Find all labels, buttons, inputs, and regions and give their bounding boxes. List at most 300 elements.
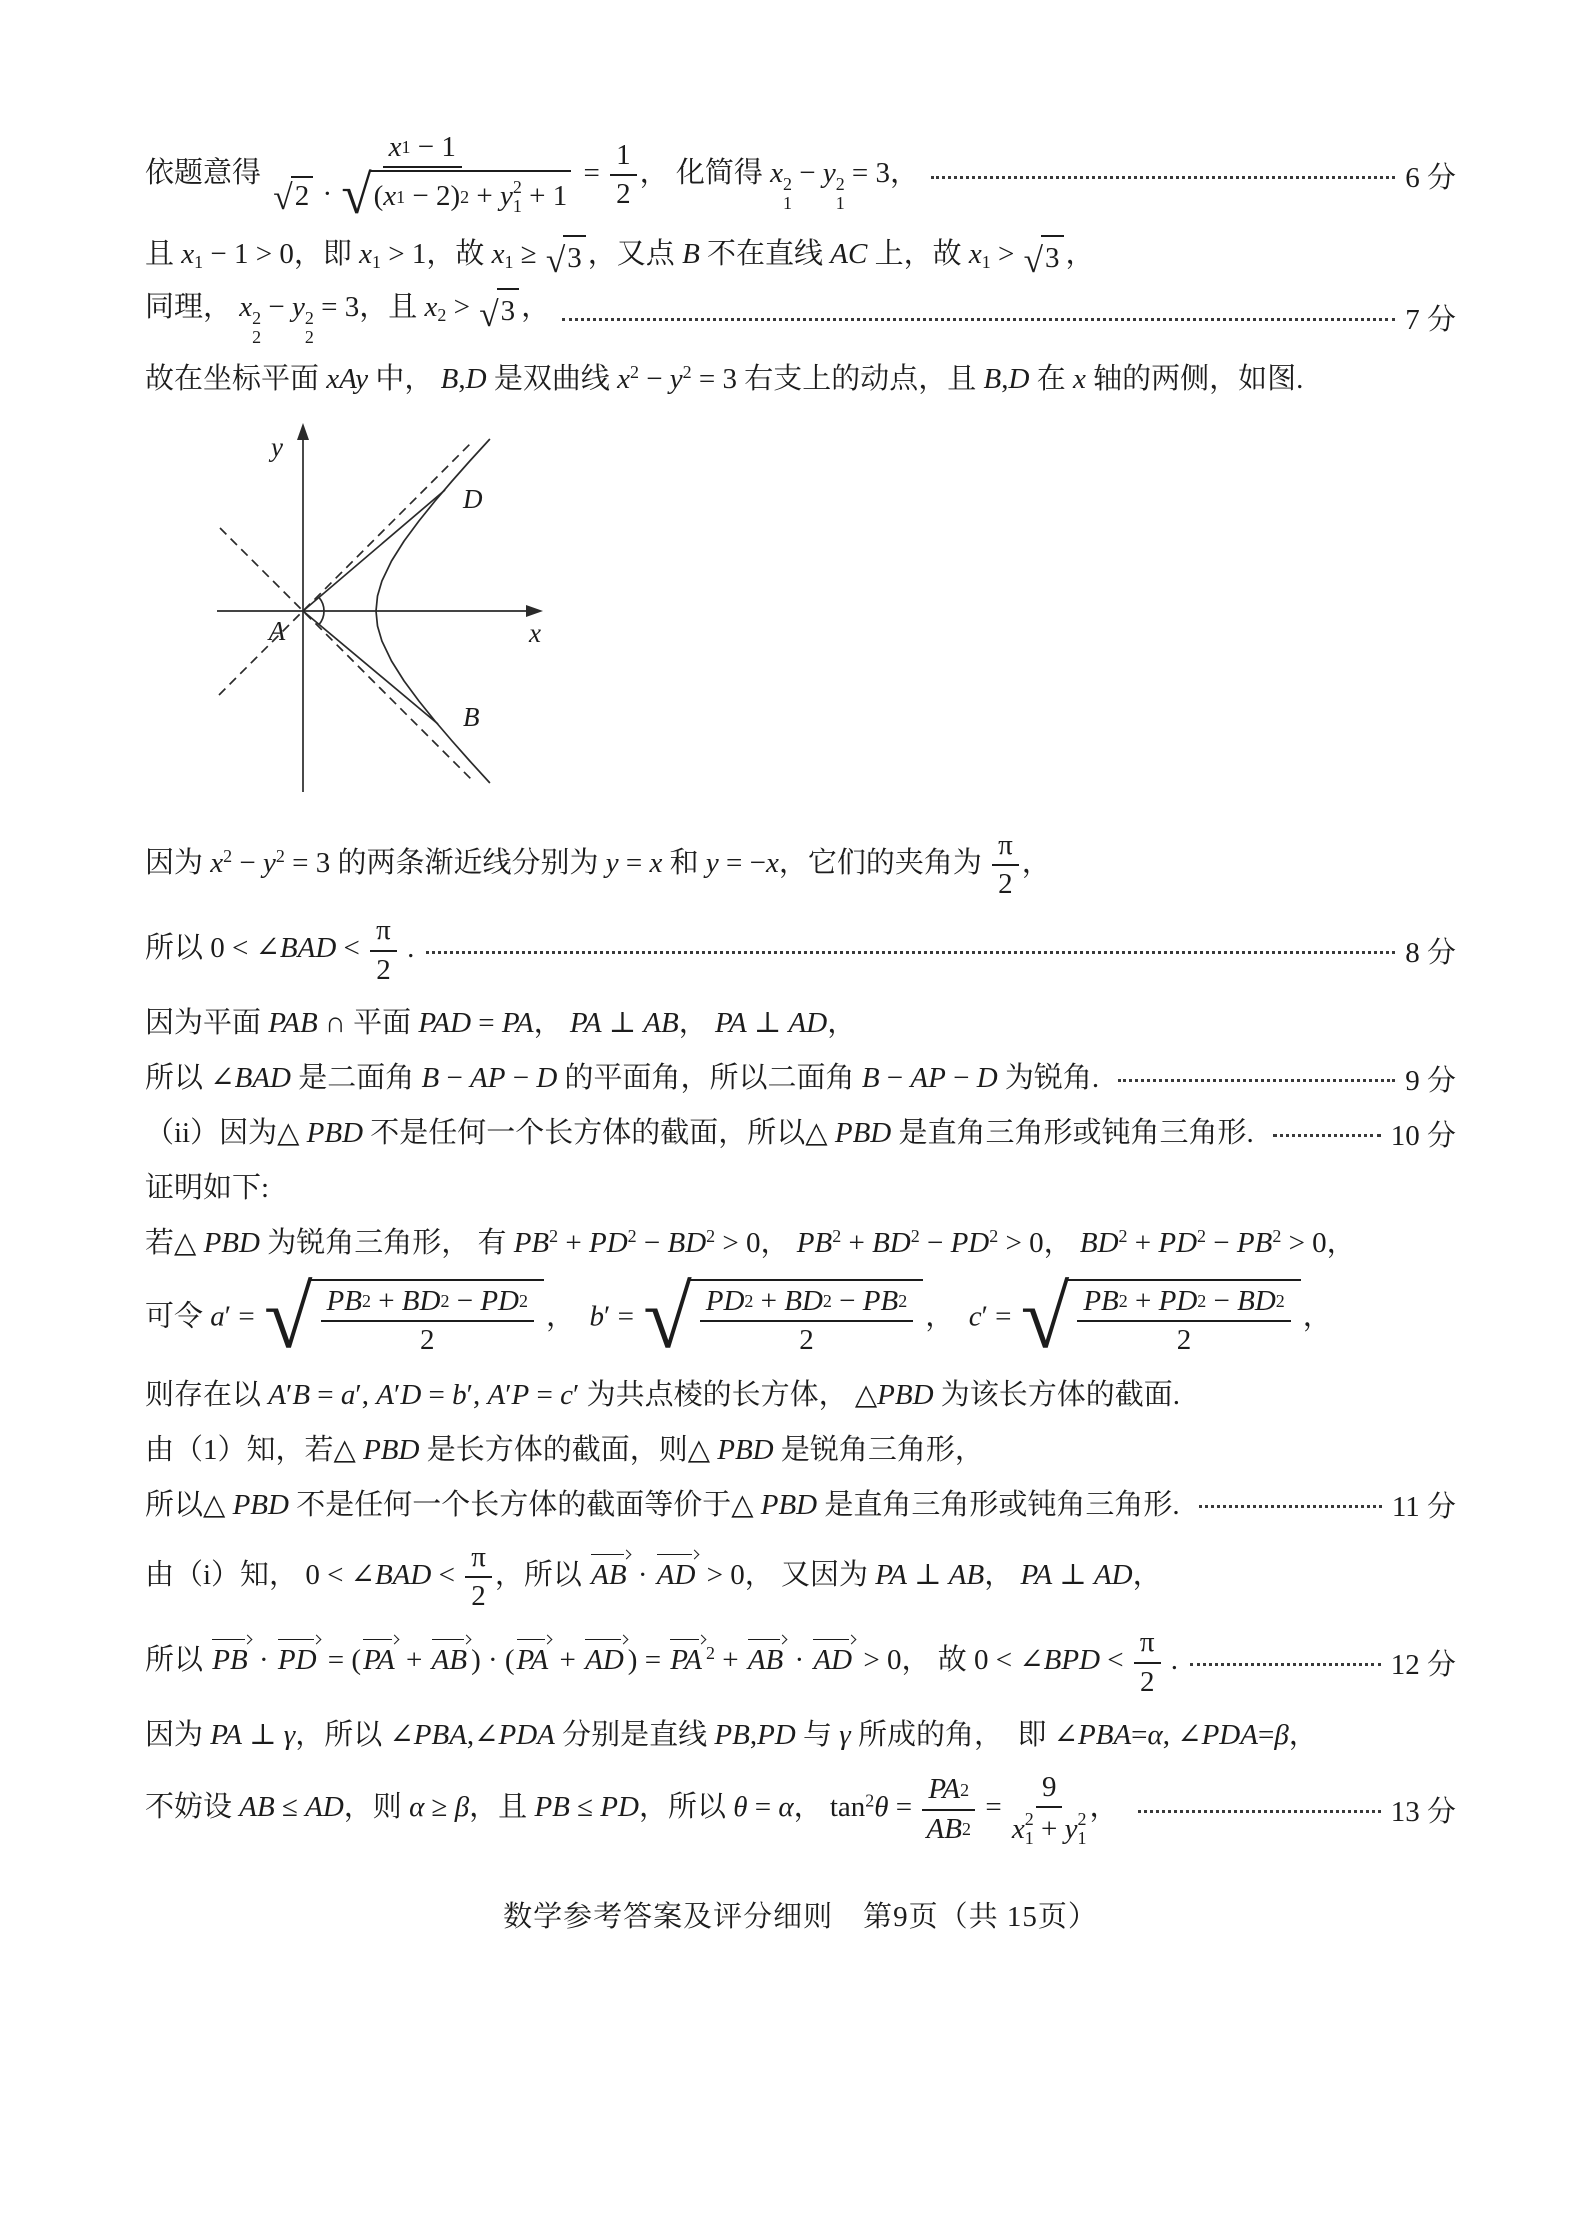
math-var: PD [588,1226,628,1259]
math-var: PA [928,1773,961,1806]
math-var: PD [1158,1226,1198,1259]
math-text: ′, [355,1378,377,1411]
math-var: c [560,1378,573,1411]
cn-text: ， [1043,1226,1080,1259]
math-text: 1 [616,139,631,172]
math-var: x [770,157,783,190]
cn-text: ，则 [343,1791,410,1824]
math-var: D [976,1061,998,1094]
math-text: ′ = [981,1300,1019,1333]
math-text: 3 [500,295,516,328]
text-line [145,356,1456,402]
cn-text: 不是任何一个长方体的截面等价于△ [288,1488,761,1521]
cn-text: 为该长方体的截面. [933,1378,1181,1411]
cn-text: 不在直线 [699,237,831,270]
dotted-leader [931,174,1395,179]
math-text: ∠ [389,1718,414,1751]
cn-text: 是长方体的截面，则△ [419,1433,718,1466]
math-text: > 0 [1281,1226,1327,1259]
vector: PD [276,1636,321,1677]
math-text: + [558,1226,589,1259]
cn-text: 由（i）知， [145,1558,306,1591]
segment-AB [303,611,438,724]
fraction [465,1541,492,1614]
math-text: ≤ [274,1791,306,1824]
math-text: = [888,1791,920,1824]
math-text: 2 [1139,1665,1155,1698]
math-text: > 0 [699,1558,745,1591]
math-var: AB [643,1006,679,1039]
math-text: 2 [799,1324,814,1357]
math-text: − [791,157,823,190]
math-var: BAD [374,1558,432,1591]
subscript: 1 [1077,1828,1087,1849]
math-text: ) = [627,1644,669,1677]
math-text: 3 [1045,241,1060,274]
vector: AD [655,1551,700,1592]
superscript: 2 [706,1643,715,1664]
math-text: 2 [471,1580,486,1613]
superscript: 2 [898,1291,908,1312]
dotted-leader [1199,1503,1382,1508]
math-var: PBD [717,1433,774,1466]
subscript: 1 [396,186,406,207]
math-var: BD [784,1285,823,1318]
superscript: 2 [512,177,522,198]
cn-text: ， 化简得 [639,157,771,190]
math-var: a [210,1300,225,1333]
math-var: B [421,1061,440,1094]
math-var: PB [862,1285,899,1318]
math-var: A [487,1378,506,1411]
math-var: γ [283,1718,296,1751]
math-text: , [466,1718,475,1751]
math-text: , [1001,362,1009,395]
cn-text: 则存在以 [145,1378,269,1411]
math-var: γ [839,1718,851,1751]
vector: PB [210,1636,251,1677]
radical [1020,1269,1301,1368]
math-var: PD [480,1285,519,1318]
math-text: > 1 [380,237,427,270]
math-var: PBD [203,1226,260,1259]
cn-text: 所以 [145,1644,211,1677]
radical [479,288,519,334]
cn-text: 所成的角， 即 [850,1718,1054,1751]
text-line [145,1055,1456,1101]
cn-text: 由（1）知，若△ [145,1433,364,1466]
math-var: PB [1083,1285,1119,1318]
line-content [145,914,414,987]
line-content [145,1004,856,1042]
cn-text: 是双曲线 [486,362,618,395]
math-text: . [399,932,415,965]
math-text: ∠ [210,1061,235,1094]
radical-sign-icon: √ [263,1269,313,1368]
cn-text: 所以 [145,932,211,965]
segment-AD [303,490,445,611]
denominator [376,952,391,987]
superscript: 2 [361,1291,371,1312]
math-var: b [589,1300,604,1333]
math-var: PD [1158,1285,1198,1318]
text-line [145,1110,1456,1156]
cn-text: ，故 [426,237,492,270]
superscript: 2 [1077,1809,1087,1830]
line-content [145,829,1051,902]
radical [1023,235,1064,281]
fraction [610,139,637,212]
math-var: PB [326,1285,362,1318]
cn-text: 和 [662,846,706,879]
math-var: B [292,1378,311,1411]
line-content [145,1224,1356,1262]
subscript: 1 [981,251,991,272]
math-text: π [998,828,1013,861]
math-text: ′ [285,1378,293,1411]
radical-sign-icon: √ [273,176,293,217]
cn-text: 中， [368,362,441,395]
superscript: 2 [252,308,262,328]
math-var: PDA [1201,1718,1258,1751]
radical-sign-icon: √ [341,164,372,226]
math-text: = − [718,846,766,879]
dotted-leader [1273,1132,1381,1137]
math-text: ′ [505,1378,512,1411]
math-text: ∠ [474,1718,499,1751]
superscript: 2 [961,1818,971,1839]
superscript: 2 [706,1226,716,1247]
fraction [321,1285,534,1358]
math-var: PB [1236,1226,1273,1259]
cn-text: 所以△ [145,1488,233,1521]
vector: AB [589,1551,630,1592]
radical-sign-icon: √ [643,1269,692,1368]
text-line [145,288,1456,347]
cn-text: 证明如下: [145,1171,270,1204]
math-text: − [439,1061,471,1094]
cn-text: 故在坐标平面 [145,362,327,395]
math-text: = [529,1378,561,1411]
math-text: . [1163,1644,1179,1677]
radicand [311,1279,544,1359]
math-var: B [861,1061,880,1094]
math-var: PA [875,1558,907,1591]
radical [643,1269,923,1368]
cn-text: 不妨设 [145,1791,240,1824]
math-var: y [669,362,683,395]
math-text: ∩ [317,1006,354,1039]
math-text: ′ = [603,1300,642,1333]
math-var: PB [796,1226,833,1259]
denominator [1012,1808,1087,1848]
cn-text: 的两条渐近线分别为 [330,846,606,879]
cn-text: 是直角三角形或钝角三角形. [891,1116,1261,1149]
cn-text: 在 [1029,362,1073,395]
superscript: 2 [275,845,285,866]
fraction [992,829,1019,902]
math-var: x [491,237,505,270]
dotted-leader [1118,1077,1395,1082]
line-content [145,1486,1187,1524]
label-point-D: D [463,483,483,514]
math-var: AB [239,1791,275,1824]
denominator [1177,1322,1192,1357]
math-text: π [376,914,391,947]
subscript: 1 [371,251,381,272]
math-text: − [638,362,670,395]
math-text: ′ [572,1378,580,1411]
sub-sup-stack [783,175,792,213]
math-var: AD [1093,1558,1133,1591]
math-text: 2 [616,178,631,211]
superscript: 2 [1272,1226,1282,1247]
math-text: 2 [419,1324,435,1357]
math-text: − [919,1226,951,1259]
math-text: 9 [1041,1771,1057,1804]
cn-text: 平面 [353,1006,419,1039]
numerator [922,1773,975,1810]
math-var: PDA [498,1718,555,1751]
cn-text: ， [521,290,551,323]
math-text: , [749,1718,758,1751]
fraction [370,914,397,987]
vector: AB [746,1636,787,1677]
cn-text: 分别是直线 [554,1718,715,1751]
x-axis-arrow [526,605,543,617]
math-var: y [500,180,513,213]
math-var: y [262,846,276,879]
cn-text: 的平面角，所以二面角 [557,1061,862,1094]
math-var: A [376,1378,394,1411]
math-text: ⊥ [601,1006,644,1039]
math-var: BD [1079,1226,1119,1259]
cn-text: ，所以 [638,1791,734,1824]
text-line [145,1712,1456,1758]
math-text: = 3 [284,846,331,879]
fraction [1134,1626,1161,1699]
fraction [271,131,573,226]
text-line [145,1541,1456,1614]
label-point-A: A [268,615,286,646]
line-content [145,1541,1162,1614]
math-text: + 1 [521,180,568,213]
math-var: x [181,237,195,270]
cn-text: 是二面角 [290,1061,422,1094]
vector: AD [811,1636,856,1677]
math-var: PA [569,1006,602,1039]
superscript: 2 [304,308,314,328]
math-text: < [336,932,368,965]
math-text: · [315,178,340,211]
math-var: PB [513,1226,550,1259]
math-text: = 3 [313,290,360,323]
line-content [145,1376,1180,1414]
math-text: ≥ [513,237,544,270]
math-var: x [649,846,663,879]
numerator [700,1285,913,1322]
cn-text: 与 [795,1718,840,1751]
math-var: PBA [413,1718,467,1751]
radical [263,1269,544,1368]
math-var: B [983,362,1002,395]
math-text: − [831,1285,863,1318]
line-content [145,360,1303,398]
radical [341,164,571,226]
math-text: 0 < ∠ [305,1558,375,1591]
fraction [922,1773,975,1846]
cn-text: 是锐角三角形， [773,1433,984,1466]
superscript: 2 [835,174,845,195]
cn-text: ，它们的夹角为 [778,846,990,879]
numerator [1134,1626,1161,1663]
numerator [610,139,637,176]
math-var: BPD [1043,1644,1101,1677]
radicand [690,1279,923,1359]
sub-sup-stack [513,178,522,216]
superscript: 2 [629,361,639,382]
math-text: + [1127,1226,1159,1259]
math-var: D [400,1378,422,1411]
math-var: a [340,1378,356,1411]
cn-text: 所以 [145,1061,211,1094]
score-label: 13 分 [1390,1796,1456,1829]
math-var: PBD [877,1378,934,1411]
math-var: PBD [306,1116,364,1149]
math-text: − [879,1061,911,1094]
superscript: 2 [832,1226,842,1247]
superscript: 2 [223,845,233,866]
math-var: θ [733,1791,748,1824]
line-content [145,1114,1261,1152]
math-text: π [471,1540,486,1573]
math-var: y [1064,1812,1078,1845]
cn-text: ，即 [293,237,360,270]
cn-text: ， [1326,1226,1356,1259]
math-text: ′ [393,1378,401,1411]
vector: PA [515,1636,553,1677]
superscript: 2 [440,1291,450,1312]
math-var: α [409,1791,425,1824]
cn-text: ， [1089,1791,1126,1824]
math-var: A [268,1378,286,1411]
math-text: − [505,1061,537,1094]
radicand [1041,235,1064,277]
math-var: x [239,290,253,323]
math-text: − 2) [405,180,461,213]
math-text: + [552,1644,584,1677]
superscript: 2 [518,1291,528,1312]
label-point-B: B [463,701,480,732]
math-var: PD [950,1226,990,1259]
math-var: D [1008,362,1030,395]
math-text: > 0 [856,1644,902,1677]
cn-text: 同理， [145,290,240,323]
superscript: 2 [682,361,692,382]
math-text: · [251,1644,276,1677]
math-var: x [968,237,982,270]
cn-text: ， [545,1300,590,1333]
radicand [370,170,572,220]
math-text: > [446,290,478,323]
math-text: 2 [1176,1324,1192,1357]
math-text: · [630,1558,655,1591]
cn-text: 上，故 [867,237,969,270]
cn-text: 依题意得 [145,157,269,190]
math-var: x [765,846,779,879]
numerator [1036,1771,1063,1808]
cn-text: ， [678,1006,716,1039]
radical-sign-icon: √ [1020,1269,1070,1368]
numerator [465,1541,492,1578]
math-var: AB [948,1558,985,1591]
math-var: x [359,237,372,270]
solution-lines-bottom [145,829,1456,1848]
score-label: 7 分 [1405,303,1456,336]
denominator [998,866,1013,901]
math-var: BD [1237,1285,1276,1318]
superscript: 2 [989,1226,999,1247]
math-var: PA [501,1006,534,1039]
math-var: PBA [1078,1718,1132,1751]
cn-text: ， [925,1300,969,1333]
superscript: 2 [1118,1291,1128,1312]
math-var: PD [705,1285,745,1318]
subscript: 1 [512,196,522,217]
score-label: 10 分 [1390,1119,1456,1152]
numerator [321,1285,534,1322]
superscript: 2 [627,1226,637,1247]
math-text: 3 [567,241,582,274]
figure-block [147,416,1456,816]
text-line [145,1427,1456,1473]
cn-text: 是直角三角形或钝角三角形. [817,1488,1187,1521]
label-x-axis: x [529,617,541,648]
score-label: 6 分 [1405,161,1456,194]
cn-text: 因为 [145,846,211,879]
math-var: AC [830,237,868,270]
math-text: = ( [320,1644,362,1677]
math-text: = [310,1378,341,1411]
subscript: 1 [504,251,514,272]
math-var: θ [874,1791,889,1824]
math-var: β [454,1791,470,1824]
math-text: + [1127,1285,1159,1318]
math-var: PBD [232,1488,289,1521]
math-var: P [511,1378,530,1411]
math-text: = [1257,1718,1275,1751]
cn-text: 因为平面 [145,1006,269,1039]
numerator [992,829,1019,866]
label-y-axis: y [271,431,283,462]
line-content [145,235,1095,281]
fraction [700,1285,913,1358]
math-text: = [576,157,608,190]
cn-text: （ii）因为△ [145,1116,307,1149]
math-text: + [469,180,500,213]
dotted-leader [1190,1661,1381,1666]
math-text: π [1139,1626,1155,1659]
score-label: 12 分 [1390,1649,1456,1682]
math-text: − [449,1285,481,1318]
math-var: PAD [418,1006,472,1039]
cn-text: ， 又因为 [744,1558,876,1591]
subscript: 2 [252,326,262,347]
cn-text: ， 故 [901,1644,974,1677]
math-var: α [778,1791,794,1824]
math-var: y [605,846,619,879]
subscript: 1 [194,251,204,272]
